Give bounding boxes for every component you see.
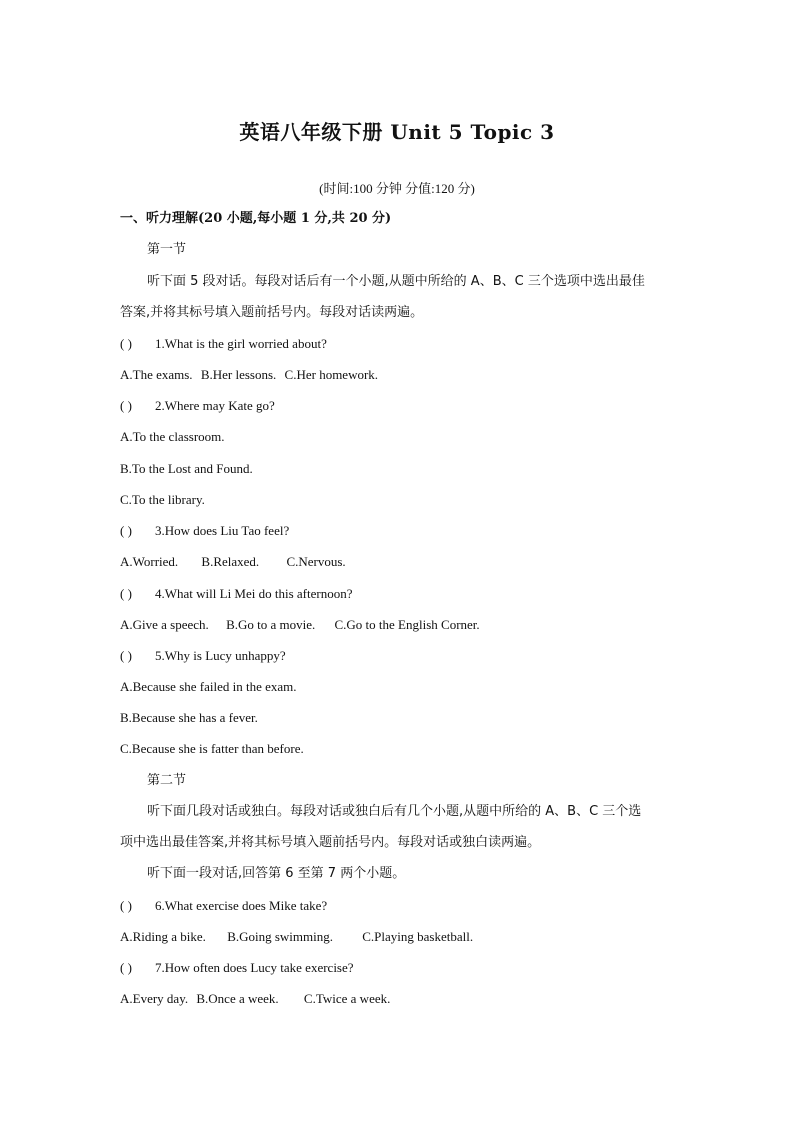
question-5-option-a: A.Because she failed in the exam.: [120, 679, 297, 694]
question-2-option-c: C.To the library.: [120, 492, 205, 507]
option-b: B.Relaxed.: [201, 554, 260, 569]
question-4-options: [120, 616, 480, 634]
part1-instruction-line2: 答案,并将其标号填入题前括号内。每段对话读两遍。: [120, 305, 424, 320]
part2-label: 第二节: [147, 773, 187, 788]
answer-bracket[interactable]: ( ): [120, 648, 132, 663]
answer-bracket[interactable]: ( ): [120, 586, 132, 601]
option-b: B.Go to a movie.: [226, 617, 316, 632]
question-2-option-a: A.To the classroom.: [120, 429, 225, 444]
question-text: 1.What is the girl worried about?: [155, 336, 327, 351]
option-b: B.Going swimming.: [227, 929, 334, 944]
option-a: A.Worried.: [120, 554, 179, 569]
question-2: [120, 397, 275, 415]
question-7: [120, 959, 354, 977]
answer-bracket[interactable]: ( ): [120, 898, 132, 913]
question-3: [120, 522, 289, 540]
part1-label: 第一节: [147, 242, 187, 257]
answer-bracket[interactable]: ( ): [120, 960, 132, 975]
part2-instruction-line2: 项中选出最佳答案,并将其标号填入题前括号内。每段对话或独白读两遍。: [120, 835, 541, 850]
question-text: 6.What exercise does Mike take?: [155, 898, 328, 913]
option-c: C.Her homework.: [284, 367, 379, 382]
question-2-option-b: B.To the Lost and Found.: [120, 461, 253, 476]
option-c: C.Go to the English Corner.: [334, 617, 480, 632]
question-5: [120, 647, 286, 665]
question-text: 5.Why is Lucy unhappy?: [155, 648, 286, 663]
section-heading: 一、听力理解(20 小题,每小题 1 分,共 20 分): [120, 211, 392, 226]
answer-bracket[interactable]: ( ): [120, 398, 132, 413]
question-4: [120, 585, 352, 603]
option-a: A.Every day.: [120, 991, 189, 1006]
question-3-options: [120, 553, 346, 571]
option-b: B.Once a week.: [196, 991, 279, 1006]
answer-bracket[interactable]: ( ): [120, 523, 132, 538]
option-a: A.Give a speech.: [120, 617, 209, 632]
question-text: 2.Where may Kate go?: [155, 398, 275, 413]
question-1-options: [120, 366, 378, 384]
option-a: A.The exams.: [120, 367, 193, 382]
question-7-options: [120, 990, 390, 1008]
part1-instruction-line1: 听下面 5 段对话。每段对话后有一个小题,从题中所给的 A、B、C 三个选项中选出最佳: [147, 274, 645, 289]
question-6: [120, 897, 327, 915]
question-text: 3.How does Liu Tao feel?: [155, 523, 290, 538]
option-a: A.Riding a bike.: [120, 929, 206, 944]
answer-bracket[interactable]: ( ): [120, 336, 132, 351]
question-5-option-b: B.Because she has a fever.: [120, 710, 258, 725]
question-6-options: [120, 928, 473, 946]
part2-sub-instruction: 听下面一段对话,回答第 6 至第 7 两个小题。: [147, 866, 406, 881]
option-c: C.Playing basketball.: [362, 929, 474, 944]
time-and-score: (时间:100 分钟 分值:120 分): [319, 181, 475, 196]
option-c: C.Nervous.: [286, 554, 346, 569]
question-1: [120, 335, 327, 353]
document-title: 英语八年级下册 Unit 5 Topic 3: [239, 120, 555, 144]
option-c: C.Twice a week.: [303, 991, 391, 1006]
question-5-option-c: C.Because she is fatter than before.: [120, 741, 304, 756]
option-b: B.Her lessons.: [200, 367, 277, 382]
part2-instruction-line1: 听下面几段对话或独白。每段对话或独白后有几个小题,从题中所给的 A、B、C 三个选: [147, 804, 642, 819]
question-text: 4.What will Li Mei do this afternoon?: [155, 586, 353, 601]
question-text: 7.How often does Lucy take exercise?: [155, 960, 354, 975]
